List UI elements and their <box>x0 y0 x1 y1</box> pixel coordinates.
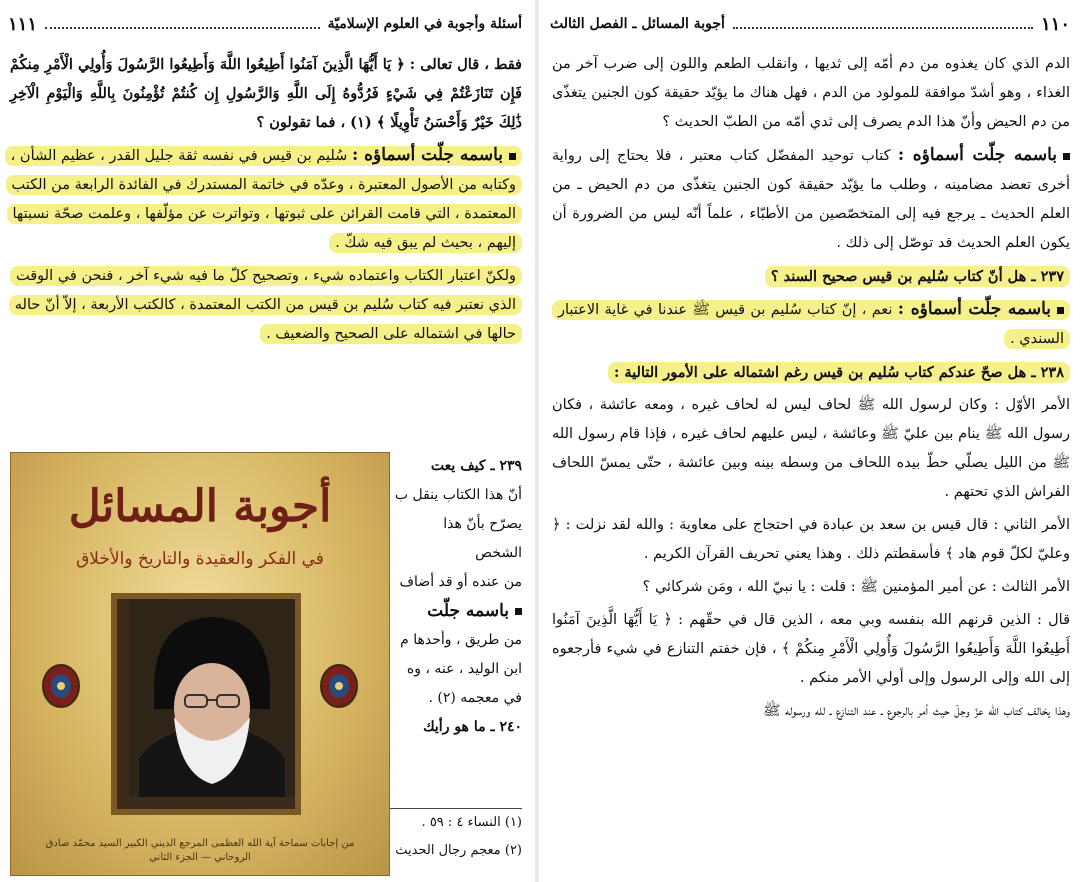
page-header <box>8 12 522 36</box>
answer-lead: باسمه جلّت أسماؤه : <box>897 299 1051 319</box>
book-cover-image <box>10 452 390 876</box>
square-bullet-icon <box>509 153 516 160</box>
item-2: الأمر الثاني : قال قيس بن سعد بن عبادة في احتجاج على معاوية : والله لقد نزلت : ﴿ وعليّ لكلّ قوم هاد ﴾ فأسقطتم ذلك . وهذا يعني تحريف القرآن الكريم . <box>552 517 1070 562</box>
partial-line: من طريق ، وأحدها م <box>400 632 522 648</box>
question-240: ٢٤٠ ـ ما هو رأيك <box>423 719 522 735</box>
answer-text: ولكنّ اعتبار الكتاب واعتماده شيء ، وتصحيح كلّ ما فيه شيء آخر ، فنحن في الوقت الذي نعتبر فيه كتاب سُليم بن قيس من الكتب المعتمدة ، كالكتب الأربعة ، إلاّ أنّ حاله حالها في اشتماله على الصحيح والضعيف . <box>9 266 522 344</box>
partial-line: في معجمه (٢) . <box>428 690 522 706</box>
item-3: الأمر الثالث : عن أمير المؤمنين ﷺ : قلت : يا نبيّ الله ، ومَن شركائي ؟ <box>642 579 1070 595</box>
footnote-rule <box>372 808 522 809</box>
item-1: الأمر الأوّل : وكان لرسول الله ﷺ لحاف ليس له لحاف غيره ، ومعه عائشة ، فكان رسول الله ﷺ ينام بين عليّ ﷺ وعائشة ، ليس عليهم لحاف غيره ، فإذا قام رسول الله ﷺ من الليل يصلّي حطّ بيده اللحاف من وسطه بينه وبين عائشة ، حتّى يمسّ اللحاف الفراش الذي تحتهم . <box>552 397 1070 500</box>
header-dots <box>45 19 320 29</box>
answer-text: نعم ، إنّ كتاب سُليم بن قيس ﷺ عندنا في غاية الاعتبار السندي . <box>558 302 1064 347</box>
question-237: ٢٣٧ ـ هل أنّ كتاب سُليم بن قيس صحيح السند ؟ <box>552 262 1070 291</box>
partial-text-column <box>392 452 522 742</box>
question-238: ٢٣٨ ـ هل صحّ عندكم كتاب سُليم بن قيس رغم اشتماله على الأمور التالية : <box>552 358 1070 387</box>
answer-paragraph <box>10 141 522 258</box>
footnote: (٢) معجم رجال الحديث <box>395 843 522 858</box>
ornament-icon <box>41 663 81 709</box>
partial-line: ابن الوليد ، عنه ، وه <box>406 661 522 677</box>
page-number: ١١٠ <box>1040 13 1070 35</box>
running-header: أجوبة المسائل ـ الفصل الثالث <box>550 16 725 32</box>
page-gutter <box>535 0 539 882</box>
cover-subtitle: في الفكر والعقيدة والتاريخ والأخلاق <box>76 549 324 569</box>
answer-text: سُليم بن قيس في نفسه ثقة جليل القدر ، عظيم الشأن ، وكتابه من الأصول المعتبرة ، وعدّه في خاتمة المستدرك في الفائدة الرابعة من الكتب المعتمدة ، التي قامت القرائن على ثبوتها ، وتواترت عن مؤلّفها ، وعلمت صحّة نسبتها إليهم ، بحيث لم يبق فيه شكّ . <box>10 148 516 251</box>
answer-paragraph-2 <box>10 262 522 349</box>
answer-lead: باسمه جلّت أسماؤه : <box>897 145 1057 165</box>
last-line: وهذا يخالف كتاب الله عزّ وجلّ حيث أمر بالرجوع ـ عند التنازع ـ لله ورسوله ﷺ <box>763 703 1070 719</box>
cover-title: أجوبة المسائل <box>68 481 332 532</box>
running-header: أسئلة وأجوبة في العلوم الإسلاميّة <box>327 16 522 32</box>
paragraph: فقط ، قال تعالى : ﴿ يَا أَيُّهَا الَّذِينَ آمَنُوا أَطِيعُوا اللَّهَ وَأَطِيعُوا الرَّسُولَ وَأُولِي الْأَمْرِ مِنكُمْ فَإِن تَنَازَعْتُمْ فِي شَيْءٍ فَرُدُّوهُ إِلَى اللَّهِ وَالرَّسُولِ إِن كُنتُمْ تُؤْمِنُونَ بِاللَّهِ وَالْيَوْمِ الْآخِرِ ذَٰلِكَ خَيْرٌ وَأَحْسَنُ تَأْوِيلًا ﴾ (١) ، فما تقولون ؟ <box>10 56 522 131</box>
page-number: ١١١ <box>8 13 38 35</box>
question-239: ٢٣٩ ـ كيف يعت <box>430 458 522 474</box>
answer-lead: باسمه جلّت أسماؤه : <box>351 145 503 165</box>
answer-text: كتاب توحيد المفضّل كتاب معتبر ، فلا يحتاج إلى رواية أخرى تعضد مضامينه ، وطلب ما يؤيّد حقيقة كون الجنين يتغذّى من دم الحيض ـ من العلم الحديث ـ يرجع فيه إلى المتخصّصين من الأطبّاء ، علماً أنّه ليس من الضرورة أن يكون العلم الحديث قد توصّل إلى ذلك . <box>552 148 1070 251</box>
ornament-icon <box>319 663 359 709</box>
page-body <box>552 50 1070 730</box>
square-bullet-icon <box>1057 307 1064 314</box>
page-header <box>550 12 1070 36</box>
cover-credit: من إجابات سماحة آية الله العظمى المرجع الديني الكبير السيد محمّد صادق الروحاني — الجزء الثاني <box>45 838 355 863</box>
partial-line: من عنده أو قد أضاف <box>399 574 522 590</box>
item-3-continued: قال : الذين قرنهم الله بنفسه وبي معه ، الذين قال في حقّهم : ﴿ يَا أَيُّهَا الَّذِينَ آمَنُوا أَطِيعُوا اللَّهَ وَأَطِيعُوا الرَّسُولَ وَأُولِي الْأَمْرِ مِنكُمْ ﴾ ، فإن خفتم التنازع في شيء فأرجعوه إلى الله وإلى الرسول وإلى أولي الأمر منكم . <box>552 612 1070 686</box>
partial-line: يصرّح بأنّ هذا الشخص <box>443 516 522 561</box>
footnote: (١) النساء ٤ : ٥٩ . <box>421 815 522 830</box>
partial-line: أنّ هذا الكتاب ينقل ب <box>394 487 522 503</box>
page-110 <box>542 0 1080 882</box>
paragraph: الدم الذي كان يغذوه من دم أمّه إلى ثديها ، وانقلب الطعم واللون إلى ضرب آخر من الغذاء ، وهو أشدّ موافقة للمولود من الدم ، فهل هناك ما يؤيّد حقيقة كون الجنين يتغذّى من دم الحيض وأنّ هذا الدم يصرف إلى ثدي أمّه من الطبّ الحديث ؟ <box>552 56 1070 130</box>
answer-237 <box>552 295 1070 354</box>
partial-answer-lead: باسمه جلّت <box>392 597 522 626</box>
header-dots <box>733 19 1033 29</box>
square-bullet-icon <box>515 608 522 615</box>
square-bullet-icon <box>1063 153 1070 160</box>
answer-paragraph <box>552 141 1070 258</box>
portrait-image <box>129 599 295 797</box>
page-body <box>10 50 522 353</box>
portrait-frame <box>111 593 301 815</box>
